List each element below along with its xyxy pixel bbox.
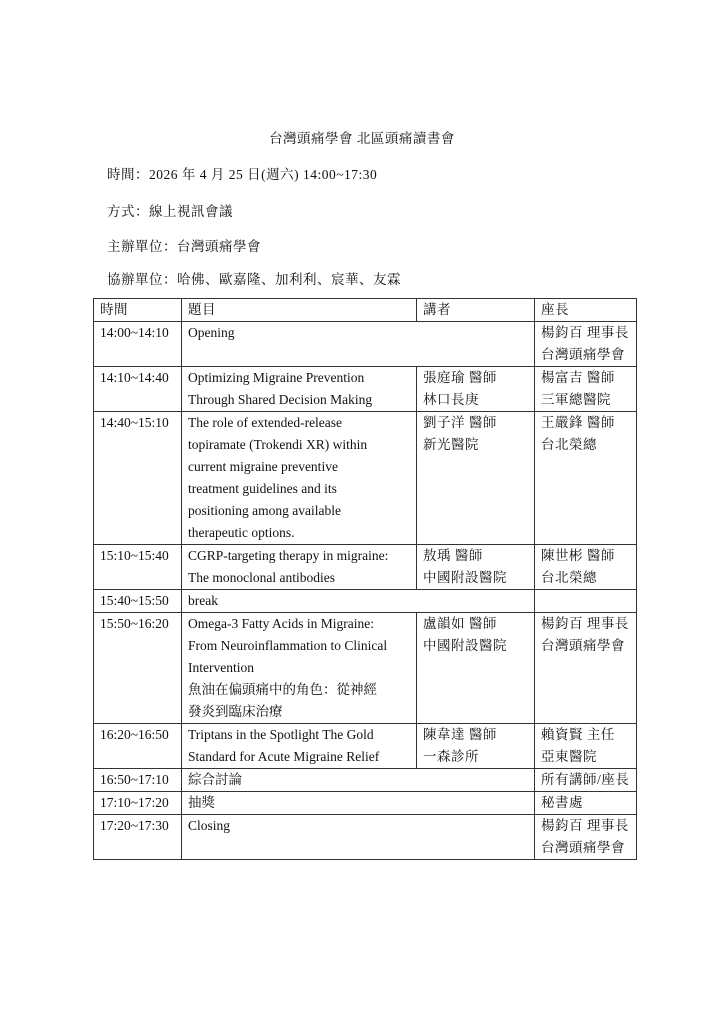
session-speaker <box>417 412 535 545</box>
chair-line: 台灣頭痛學會 <box>541 347 625 362</box>
session-topic <box>182 590 535 613</box>
chair-line: 台北榮總 <box>541 437 597 452</box>
topic-line: CGRP-targeting therapy in migraine: <box>188 548 389 563</box>
session-time: 14:10~14:40 <box>94 367 182 412</box>
speaker-line: 盧韻如 醫師 <box>423 616 497 631</box>
topic-line: treatment guidelines and its <box>188 481 337 496</box>
topic-line: topiramate (Trokendi XR) within <box>188 437 368 452</box>
table-row <box>94 613 637 724</box>
session-chair <box>535 769 637 792</box>
table-row <box>94 367 637 412</box>
session-chair <box>535 412 637 545</box>
chair-line: 陳世彬 醫師 <box>541 548 615 563</box>
header-speaker: 講者 <box>417 299 535 322</box>
agenda-table <box>93 298 637 860</box>
session-time: 15:40~15:50 <box>94 590 182 613</box>
topic-line: Intervention <box>188 660 254 675</box>
topic-line: Optimizing Migraine Prevention <box>188 370 365 385</box>
topic-line: positioning among available <box>188 503 341 518</box>
table-row <box>94 724 637 769</box>
speaker-line: 新光醫院 <box>423 437 479 452</box>
chair-line: 秘書處 <box>541 795 583 810</box>
topic-line: therapeutic options. <box>188 525 295 540</box>
speaker-line: 張庭瑜 醫師 <box>423 370 497 385</box>
chair-line: 賴資賢 主任 <box>541 727 615 742</box>
topic-line: Closing <box>188 818 231 833</box>
event-cohost: 協辦單位：哈佛、歐嘉隆、加利利、宸華、友霖 <box>107 272 401 287</box>
topic-line: Omega-3 Fatty Acids in Migraine: <box>188 616 374 631</box>
topic-line: 抽獎 <box>188 795 215 810</box>
topic-line: From Neuroinflammation to Clinical <box>188 638 388 653</box>
table-row <box>94 545 637 590</box>
session-topic <box>182 545 417 590</box>
document-title: 台灣頭痛學會 北區頭痛讀書會 <box>269 131 455 146</box>
topic-line: The monoclonal antibodies <box>188 570 335 585</box>
speaker-line: 劉子洋 醫師 <box>423 415 497 430</box>
event-time: 時間：2026 年 4 月 25 日(週六) 14:00~17:30 <box>107 167 378 182</box>
topic-line: The role of extended-release <box>188 415 343 430</box>
session-time: 15:50~16:20 <box>94 613 182 724</box>
session-chair <box>535 322 637 367</box>
session-chair <box>535 613 637 724</box>
session-topic <box>182 322 535 367</box>
session-topic <box>182 815 535 860</box>
session-speaker <box>417 724 535 769</box>
topic-line: 魚油在偏頭痛中的角色：從神經 <box>188 682 377 697</box>
topic-line: current migraine preventive <box>188 459 338 474</box>
table-header-row <box>94 299 637 322</box>
session-topic <box>182 367 417 412</box>
session-time: 16:50~17:10 <box>94 769 182 792</box>
session-chair <box>535 724 637 769</box>
session-time: 14:40~15:10 <box>94 412 182 545</box>
event-format: 方式：線上視訊會議 <box>107 204 233 219</box>
chair-line: 三軍總醫院 <box>541 392 611 407</box>
table-row <box>94 815 637 860</box>
session-chair <box>535 792 637 815</box>
topic-line: Opening <box>188 325 235 340</box>
session-topic <box>182 412 417 545</box>
session-topic <box>182 792 535 815</box>
table-row <box>94 792 637 815</box>
chair-line: 台北榮總 <box>541 570 597 585</box>
session-chair <box>535 815 637 860</box>
table-row <box>94 590 637 613</box>
topic-line: Standard for Acute Migraine Relief <box>188 749 380 764</box>
session-topic <box>182 613 417 724</box>
session-speaker <box>417 613 535 724</box>
header-time: 時間 <box>94 299 182 322</box>
session-chair <box>535 545 637 590</box>
session-chair <box>535 590 637 613</box>
header-chair: 座長 <box>535 299 637 322</box>
table-row <box>94 412 637 545</box>
topic-line: break <box>188 593 218 608</box>
topic-line: Triptans in the Spotlight The Gold <box>188 727 374 742</box>
speaker-line: 敖瑀 醫師 <box>423 548 483 563</box>
topic-line: 發炎到臨床治療 <box>188 704 283 719</box>
session-topic <box>182 769 535 792</box>
session-time: 17:10~17:20 <box>94 792 182 815</box>
chair-line: 楊鈞百 理事長 <box>541 325 629 340</box>
chair-line: 楊鈞百 理事長 <box>541 616 629 631</box>
chair-line: 所有講師/座長 <box>541 772 630 787</box>
speaker-line: 一森診所 <box>423 749 479 764</box>
session-time: 17:20~17:30 <box>94 815 182 860</box>
session-topic <box>182 724 417 769</box>
speaker-line: 林口長庚 <box>423 392 479 407</box>
session-time: 16:20~16:50 <box>94 724 182 769</box>
chair-line: 台灣頭痛學會 <box>541 840 625 855</box>
header-topic: 題目 <box>182 299 417 322</box>
speaker-line: 中國附設醫院 <box>423 638 507 653</box>
speaker-line: 中國附設醫院 <box>423 570 507 585</box>
topic-line: 綜合討論 <box>188 772 242 787</box>
chair-line: 亞東醫院 <box>541 749 597 764</box>
topic-line: Through Shared Decision Making <box>188 392 373 407</box>
table-row <box>94 322 637 367</box>
session-speaker <box>417 367 535 412</box>
table-row <box>94 769 637 792</box>
chair-line: 王嚴鋒 醫師 <box>541 415 615 430</box>
session-time: 14:00~14:10 <box>94 322 182 367</box>
chair-line: 台灣頭痛學會 <box>541 638 625 653</box>
event-host: 主辦單位：台灣頭痛學會 <box>107 239 261 254</box>
session-time: 15:10~15:40 <box>94 545 182 590</box>
session-chair <box>535 367 637 412</box>
speaker-line: 陳韋達 醫師 <box>423 727 497 742</box>
chair-line: 楊鈞百 理事長 <box>541 818 629 833</box>
chair-line: 楊富吉 醫師 <box>541 370 615 385</box>
session-speaker <box>417 545 535 590</box>
